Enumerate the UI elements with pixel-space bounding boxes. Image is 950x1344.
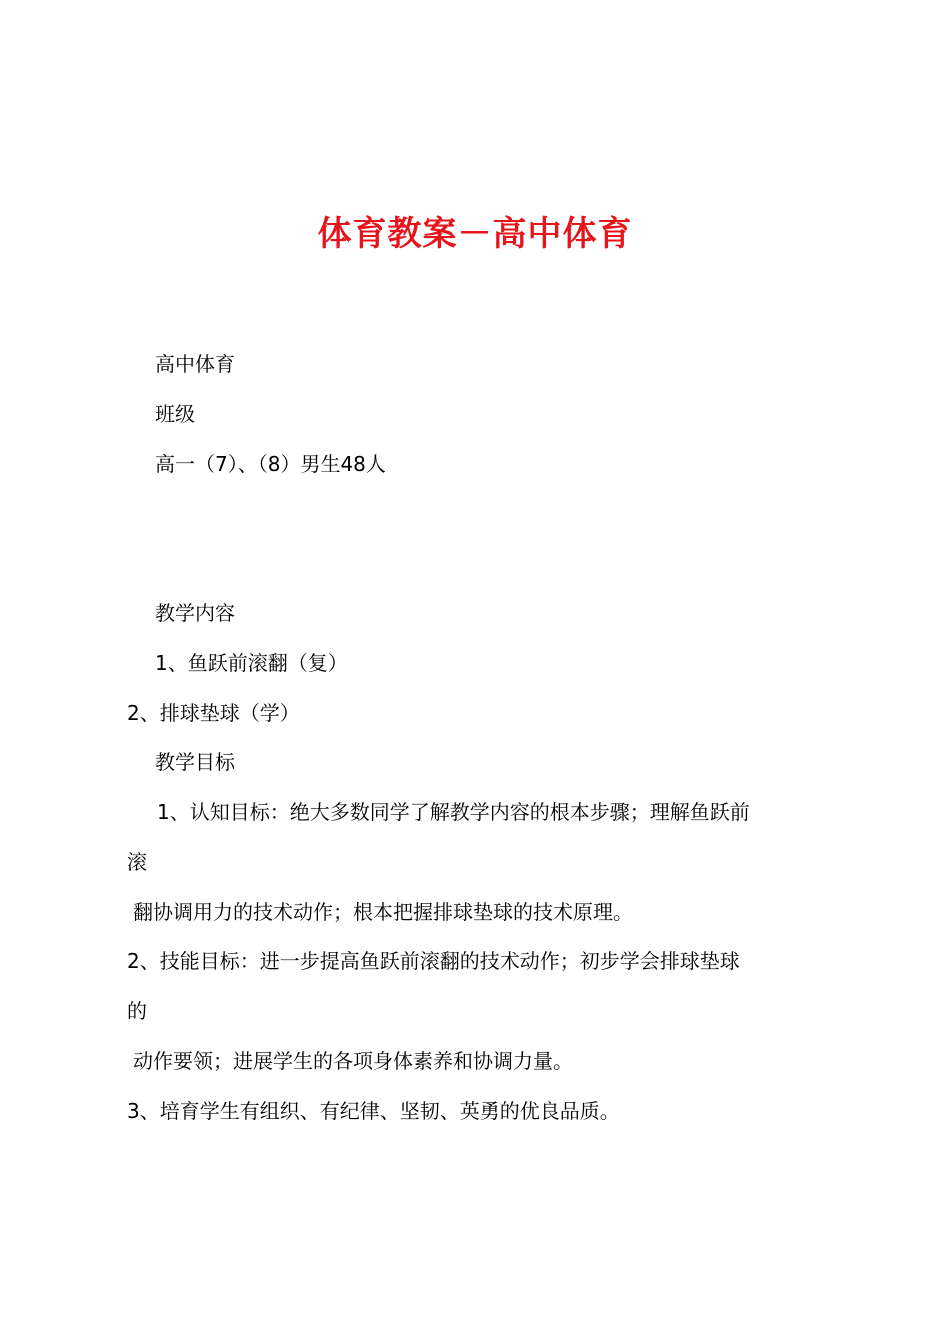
text-line: 翻协调用力的技术动作；根本把握排球垫球的技术原理。 (133, 900, 633, 924)
text-line: 班级 (155, 402, 195, 426)
text-line: 高中体育 (155, 352, 235, 376)
text-line: 2、排球垫球（学） (127, 701, 300, 725)
text-line: 3、培育学生有组织、有纪律、坚韧、英勇的优良品质。 (127, 1099, 620, 1123)
text-line: 教学目标 (155, 750, 235, 774)
document-title: 体育教案－高中体育 (317, 214, 633, 254)
text-line: 2、技能目标：进一步提高鱼跃前滚翻的技术动作；初步学会排球垫球 (127, 949, 740, 973)
text-line: 1、认知目标：绝大多数同学了解教学内容的根本步骤；理解鱼跃前 (157, 800, 750, 824)
text-line: 动作要领；进展学生的各项身体素养和协调力量。 (133, 1049, 573, 1073)
text-line: 的 (127, 999, 147, 1023)
text-line: 滚 (127, 850, 147, 874)
text-line: 1、鱼跃前滚翻（复） (155, 651, 348, 675)
text-line: 教学内容 (155, 601, 235, 625)
text-line: 高一（7）、（8）男生48人 (155, 452, 386, 476)
